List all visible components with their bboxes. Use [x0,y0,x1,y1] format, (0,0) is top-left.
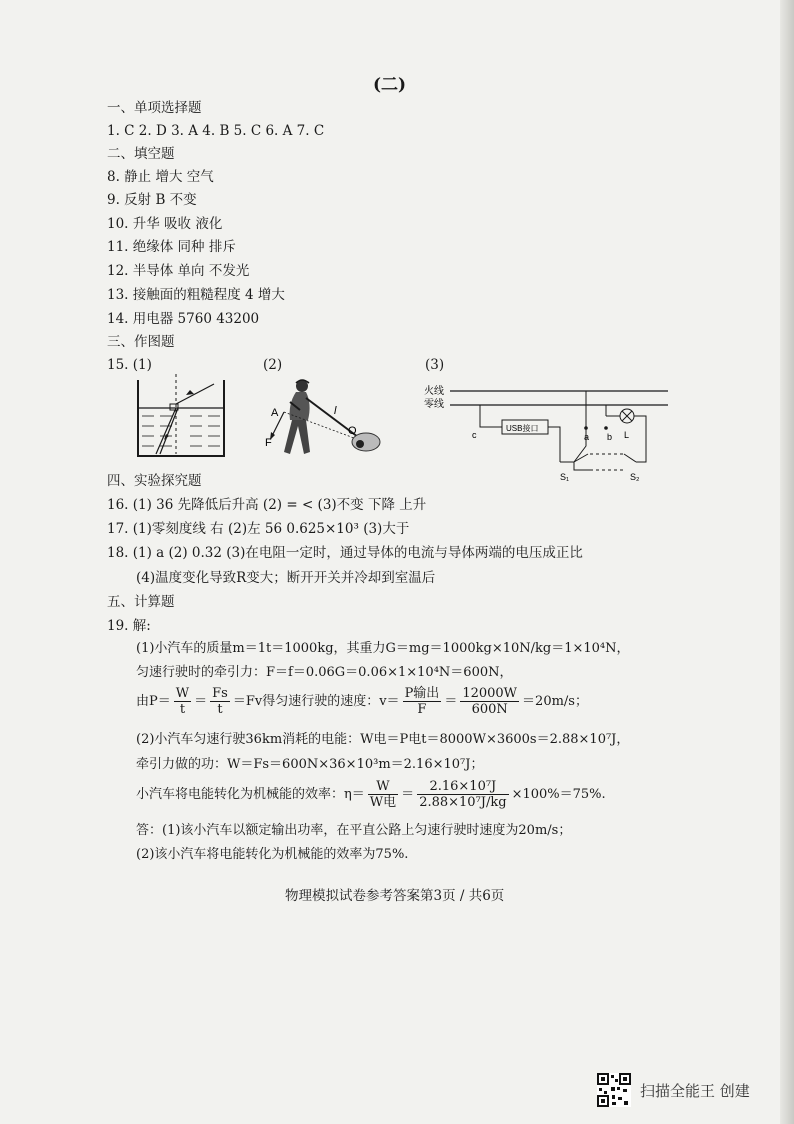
circuit-label-a: a [584,432,590,442]
answer-9: 9. 反射 B 不变 [107,192,197,208]
calc-l3-end: ＝20m/s； [522,694,588,709]
section-heading-experiment: 四、实验探究题 [107,473,202,489]
fraction-values [460,686,519,717]
frac-denominator: 600N [471,702,508,717]
answer-11: 11. 绝缘体 同种 排斥 [107,239,236,255]
circuit-label-usb: USB接口 [506,424,539,433]
lever-label-A: A [271,407,279,419]
frac-numerator: P输出 [404,686,440,701]
circuit-label-S1: S₁ [560,472,570,482]
lever-label-l: l [334,405,337,417]
section-heading-fill-blank: 二、填空题 [107,146,175,162]
page-footer: 物理模拟试卷参考答案第3页 / 共6页 [285,888,505,904]
section-heading-drawing: 三、作图题 [107,334,175,350]
lever-diagram [262,374,392,464]
calc-line-2: 匀速行驶时的牵引力：F＝f＝0.06G＝0.06×1×10⁴N＝600N， [136,665,513,680]
calc-line-6 [136,779,606,810]
lever-label-O: O [348,425,357,437]
answer-15-part2-label: (2) [263,357,283,373]
calc-l3-eq: ＝ [194,694,208,709]
frac-denominator: 2.88×10⁷J/kg [419,795,507,810]
page-edge-shadow [780,0,794,1124]
answer-mc: 1. C 2. D 3. A 4. B 5. C 6. A 7. C [107,123,325,139]
calc-l6-eq: ＝ [401,787,415,802]
answer-19-header: 19. 解: [107,618,151,634]
fraction-fs-over-t [210,686,230,717]
frac-denominator: W电 [369,795,397,810]
calc-line-4: (2)小汽车匀速行驶36km消耗的电能：W电＝P电t＝8000W×3600s＝2.88×10⁷J， [136,732,630,747]
circuit-label-c: c [472,430,477,440]
calc-l3-eq2: ＝ [444,694,458,709]
answer-17: 17. (1)零刻度线 右 (2)左 56 0.625×10³ (3)大于 [107,521,410,537]
calc-answer-1: 答：(1)该小汽车以额定输出功率，在平直公路上匀速行驶时速度为20m/s； [136,823,572,838]
circuit-label-S2: S₂ [630,472,640,482]
circuit-label-neutral: 零线 [424,399,444,410]
answer-10: 10. 升华 吸收 液化 [107,216,223,232]
circuit-label-b: b [607,432,613,442]
calc-answer-2: (2)该小汽车将电能转化为机械能的效率为75%. [136,847,409,862]
answer-14: 14. 用电器 5760 43200 [107,311,260,327]
calc-line-5: 牵引力做的功：W＝Fs＝600N×36×10³m＝2.16×10⁷J； [136,757,484,772]
calc-l3-prefix: 由P＝ [136,694,171,709]
answer-15-label: 15. (1) [107,357,152,373]
answer-18-line2: (4)温度变化导致R变大；断开开关并冷却到室温后 [136,570,436,586]
fraction-efficiency [368,779,398,810]
answer-16: 16. (1) 36 先降低后升高 (2) = < (3)不变 下降 上升 [107,497,427,513]
lever-label-F: F [265,437,272,449]
scanner-brand-text: 扫描全能王 创建 [640,1082,750,1100]
frac-denominator: t [217,702,223,717]
circuit-diagram [424,380,670,484]
answer-18-line1: 18. (1) a (2) 0.32 (3)在电阻一定时，通过导体的电流与导体两端的电压成正比 [107,545,583,561]
section-heading-single-choice: 一、单项选择题 [107,100,202,116]
refraction-diagram [132,370,232,462]
calc-line-1: (1)小汽车的质量m＝1t＝1000kg，其重力G＝mg＝1000kg×10N/kg＝1×10⁴N， [136,641,630,656]
frac-numerator: W [368,779,398,795]
calc-line-3 [136,686,588,717]
circuit-label-L: L [624,430,630,440]
circuit-label-live: 火线 [424,386,444,397]
calc-l3-mid: ＝Fv得匀速行驶的速度：v＝ [232,694,400,709]
frac-numerator: Fs [212,686,228,701]
frac-numerator: 2.16×10⁷J [417,779,508,795]
fraction-w-over-t [174,686,191,717]
calc-l6-end: ×100%＝75%. [511,787,606,802]
answer-8: 8. 静止 增大 空气 [107,169,214,185]
frac-denominator: t [179,702,186,717]
fraction-energy [417,779,508,810]
page-title: (二) [373,75,407,95]
frac-denominator: F [417,702,427,717]
frac-numerator: W [175,686,190,701]
frac-numerator: 12000W [462,686,518,701]
answer-13: 13. 接触面的粗糙程度 4 增大 [107,287,285,303]
answer-15-part3-label: (3) [425,357,445,373]
answer-12: 12. 半导体 单向 不发光 [107,263,250,279]
section-heading-calculation: 五、计算题 [107,594,175,610]
fraction-p-over-f [403,686,442,717]
qr-code-icon [597,1073,631,1107]
calc-l6-prefix: 小汽车将电能转化为机械能的效率：η＝ [136,787,365,802]
